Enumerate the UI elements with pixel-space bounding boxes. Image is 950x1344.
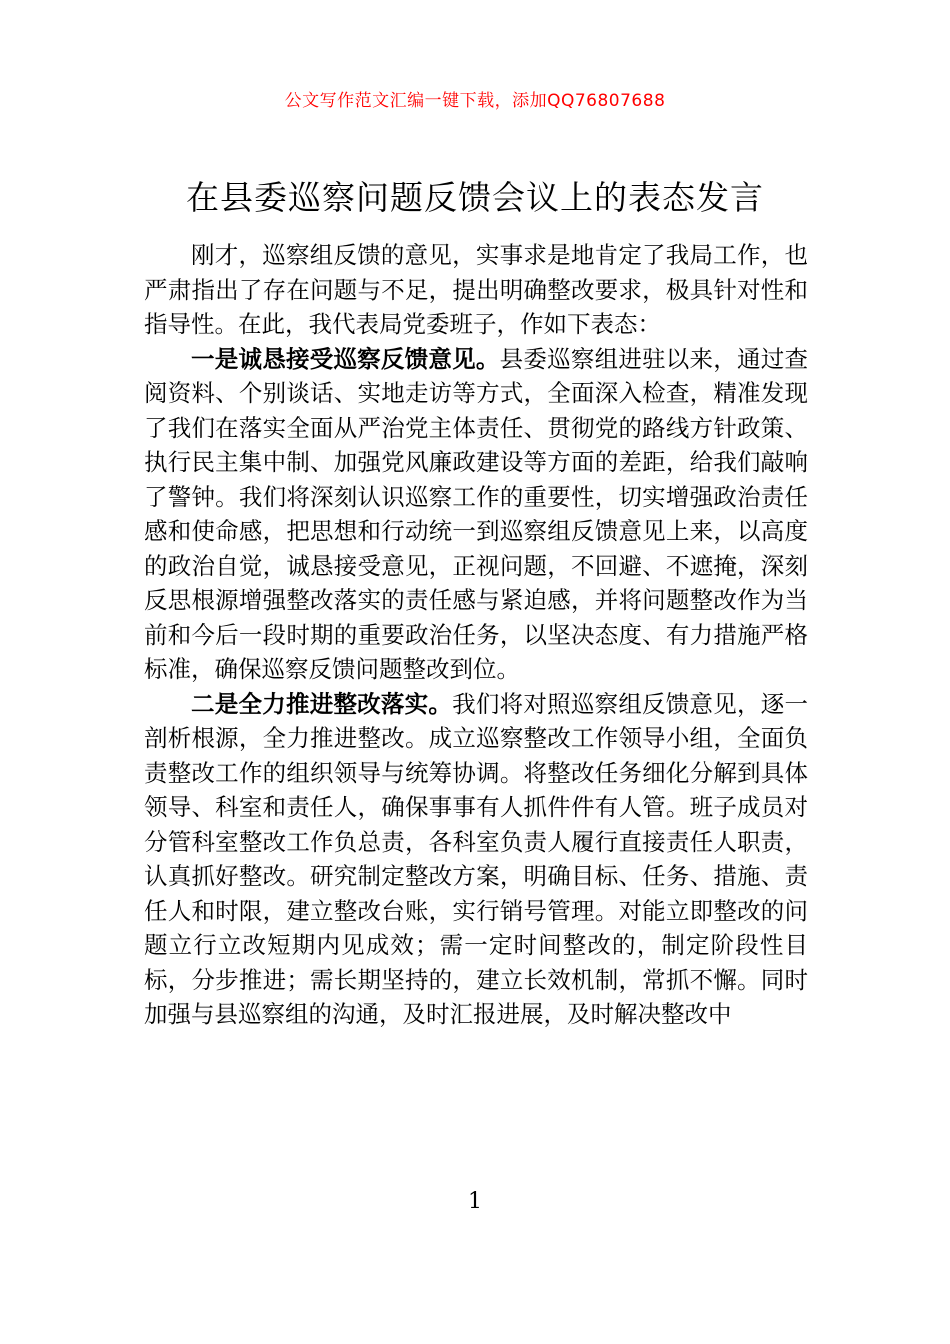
paragraph-point-one-lead: 一是诚恳接受巡察反馈意见。 <box>191 344 500 373</box>
page-number: 1 <box>468 1189 482 1214</box>
paragraph-intro <box>144 238 808 342</box>
paragraph-point-one-text: 县委巡察组进驻以来，通过查阅资料、个别谈话、实地走访等方式，全面深入检查，精准发现了我们在落实全面从严治党主体责任、贯彻党的路线方针政策、执行民主集中制、加强党风廉政建设等方面的差距，给我们敲响了警钟。我们将深刻认识巡察工作的重要性，切实增强政治责任感和使命感，把思想和行动统一到巡察组反馈意见上来，以高度的政治自觉，诚恳接受意见，正视问题，不回避、不遮掩，深刻反思根源增强整改落实的责任感与紧迫感，并将问题整改作为当前和今后一段时期的重要政治任务，以坚决态度、有力措施严格标准，确保巡察反馈问题整改到位。 <box>144 344 809 683</box>
paragraph-point-two-text: 我们将对照巡察组反馈意见，逐一剖析根源，全力推进整改。成立巡察整改工作领导小组，全面负责整改工作的组织领导与统筹协调。将整改任务细化分解到具体领导、科室和责任人，确保事事有人抓件件有人管。班子成员对分管科室整改工作负总责，各科室负责人履行直接责任人职责，认真抓好整改。研究制定整改方案，明确目标、任务、措施、责任人和时限，建立整改台账，实行销号管理。对能立即整改的问题立行立改短期内见成效；需一定时间整改的，制定阶段性目标，分步推进；需长期坚持的，建立长效机制，常抓不懈。同时加强与县巡察组的沟通，及时汇报进展，及时解决整改中 <box>144 689 809 1028</box>
paragraph-point-two-lead: 二是全力推进整改落实。 <box>191 689 453 718</box>
paragraph-point-one <box>144 342 808 687</box>
paragraph-intro-text: 刚才，巡察组反馈的意见，实事求是地肯定了我局工作，也严肃指出了存在问题与不足，提出明确整改要求，极具针对性和指导性。在此，我代表局党委班子，作如下表态： <box>144 241 808 338</box>
document-title: 在县委巡察问题反馈会议上的表态发言 <box>186 178 764 217</box>
document-body <box>144 238 808 1032</box>
paragraph-point-two <box>144 687 808 1032</box>
download-note: 公文写作范文汇编一键下载，添加QQ76807688 <box>284 91 666 111</box>
